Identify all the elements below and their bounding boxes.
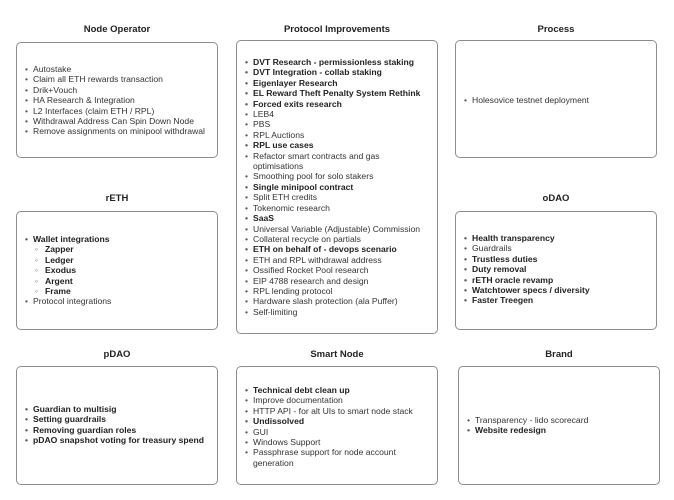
node-operator-item: • Withdrawal Address Can Spin Down Node xyxy=(23,116,211,126)
smart-node-box xyxy=(236,366,438,485)
protocol-improvements-item: • ETH and RPL withdrawal address xyxy=(243,255,431,265)
reth-title: rETH xyxy=(105,193,129,204)
odao-item: • Trustless duties xyxy=(462,254,650,264)
protocol-improvements-item: • RPL Auctions xyxy=(243,130,431,140)
node-operator-item: • HA Research & Integration xyxy=(23,95,211,105)
node-operator-title: Node Operator xyxy=(83,24,151,35)
protocol-improvements-item: • Hardware slash protection (ala Puffer) xyxy=(243,296,431,306)
pdao-item: • Removing guardian roles xyxy=(23,425,211,435)
protocol-improvements-item: • Collateral recycle on partials xyxy=(243,234,431,244)
reth-item: • Protocol integrations xyxy=(23,296,211,306)
protocol-improvements-box xyxy=(236,40,438,334)
smart-node-item: • Passphrase support for node account generation xyxy=(243,447,431,468)
odao-item: • Guardrails xyxy=(462,243,650,253)
reth-item: • Wallet integrations xyxy=(23,234,211,244)
smart-node-item: • Improve documentation xyxy=(243,395,431,405)
node-operator-item: • Remove assignments on minipool withdrawal xyxy=(23,126,211,136)
node-operator-item: • Autostake xyxy=(23,64,211,74)
smart-node-item: • GUI xyxy=(243,427,431,437)
odao-item: • Duty removal xyxy=(462,264,650,274)
protocol-improvements-item: • Smoothing pool for solo stakers xyxy=(243,171,431,181)
protocol-improvements-item: • Single minipool contract xyxy=(243,182,431,192)
reth-item: ◦ Frame xyxy=(23,286,211,296)
smart-node-item: • Windows Support xyxy=(243,437,431,447)
odao-item: • Health transparency xyxy=(462,233,650,243)
brand-box xyxy=(458,366,660,485)
node-operator-item: • Claim all ETH rewards transaction xyxy=(23,74,211,84)
process-title: Process xyxy=(537,24,575,35)
protocol-improvements-item: • DVT Integration - collab staking xyxy=(243,67,431,77)
protocol-improvements-item: • Refactor smart contracts and gas optimisations xyxy=(243,151,431,172)
protocol-improvements-item: • PBS xyxy=(243,119,431,129)
process-box xyxy=(455,40,657,158)
protocol-improvements-item: • Eigenlayer Research xyxy=(243,78,431,88)
brand-title: Brand xyxy=(545,349,573,360)
pdao-box xyxy=(16,366,218,485)
pdao-item: • Setting guardrails xyxy=(23,414,211,424)
protocol-improvements-item: • EIP 4788 research and design xyxy=(243,276,431,286)
reth-box xyxy=(16,211,218,330)
smart-node-item: • Technical debt clean up xyxy=(243,385,431,395)
protocol-improvements-item: • Forced exits research xyxy=(243,99,431,109)
protocol-improvements-item: • EL Reward Theft Penalty System Rethink xyxy=(243,88,431,98)
protocol-improvements-title: Protocol Improvements xyxy=(283,24,391,35)
protocol-improvements-item: • DVT Research - permissionless staking xyxy=(243,57,431,67)
odao-item: • rETH oracle revamp xyxy=(462,275,650,285)
brand-item: • Website redesign xyxy=(465,425,653,435)
protocol-improvements-item: • RPL use cases xyxy=(243,140,431,150)
pdao-item: • Guardian to multisig xyxy=(23,404,211,414)
reth-item: ◦ Argent xyxy=(23,276,211,286)
protocol-improvements-item: • Tokenomic research xyxy=(243,203,431,213)
protocol-improvements-item: • RPL lending protocol xyxy=(243,286,431,296)
odao-item: • Watchtower specs / diversity xyxy=(462,285,650,295)
protocol-improvements-item: • SaaS xyxy=(243,213,431,223)
protocol-improvements-item: • Universal Variable (Adjustable) Commission xyxy=(243,224,431,234)
reth-item: ◦ Exodus xyxy=(23,265,211,275)
protocol-improvements-item: • Self-limiting xyxy=(243,307,431,317)
protocol-improvements-item: • ETH on behalf of - devops scenario xyxy=(243,244,431,254)
node-operator-box xyxy=(16,42,218,158)
brand-item: • Transparency - lido scorecard xyxy=(465,415,653,425)
odao-item: • Faster Treegen xyxy=(462,295,650,305)
smart-node-title: Smart Node xyxy=(310,349,364,360)
smart-node-item: • Undissolved xyxy=(243,416,431,426)
pdao-item: • pDAO snapshot voting for treasury spend xyxy=(23,435,211,445)
reth-item: ◦ Zapper xyxy=(23,244,211,254)
protocol-improvements-item: • Split ETH credits xyxy=(243,192,431,202)
reth-item: ◦ Ledger xyxy=(23,255,211,265)
node-operator-item: • L2 Interfaces (claim ETH / RPL) xyxy=(23,106,211,116)
smart-node-item: • HTTP API - for alt UIs to smart node stack xyxy=(243,406,431,416)
protocol-improvements-item: • Ossified Rocket Pool research xyxy=(243,265,431,275)
protocol-improvements-item: • LEB4 xyxy=(243,109,431,119)
odao-title: oDAO xyxy=(542,193,570,204)
pdao-title: pDAO xyxy=(103,349,131,360)
odao-box xyxy=(455,211,657,330)
node-operator-item: • Drik+Vouch xyxy=(23,85,211,95)
process-item: • Holesovice testnet deployment xyxy=(462,95,650,105)
